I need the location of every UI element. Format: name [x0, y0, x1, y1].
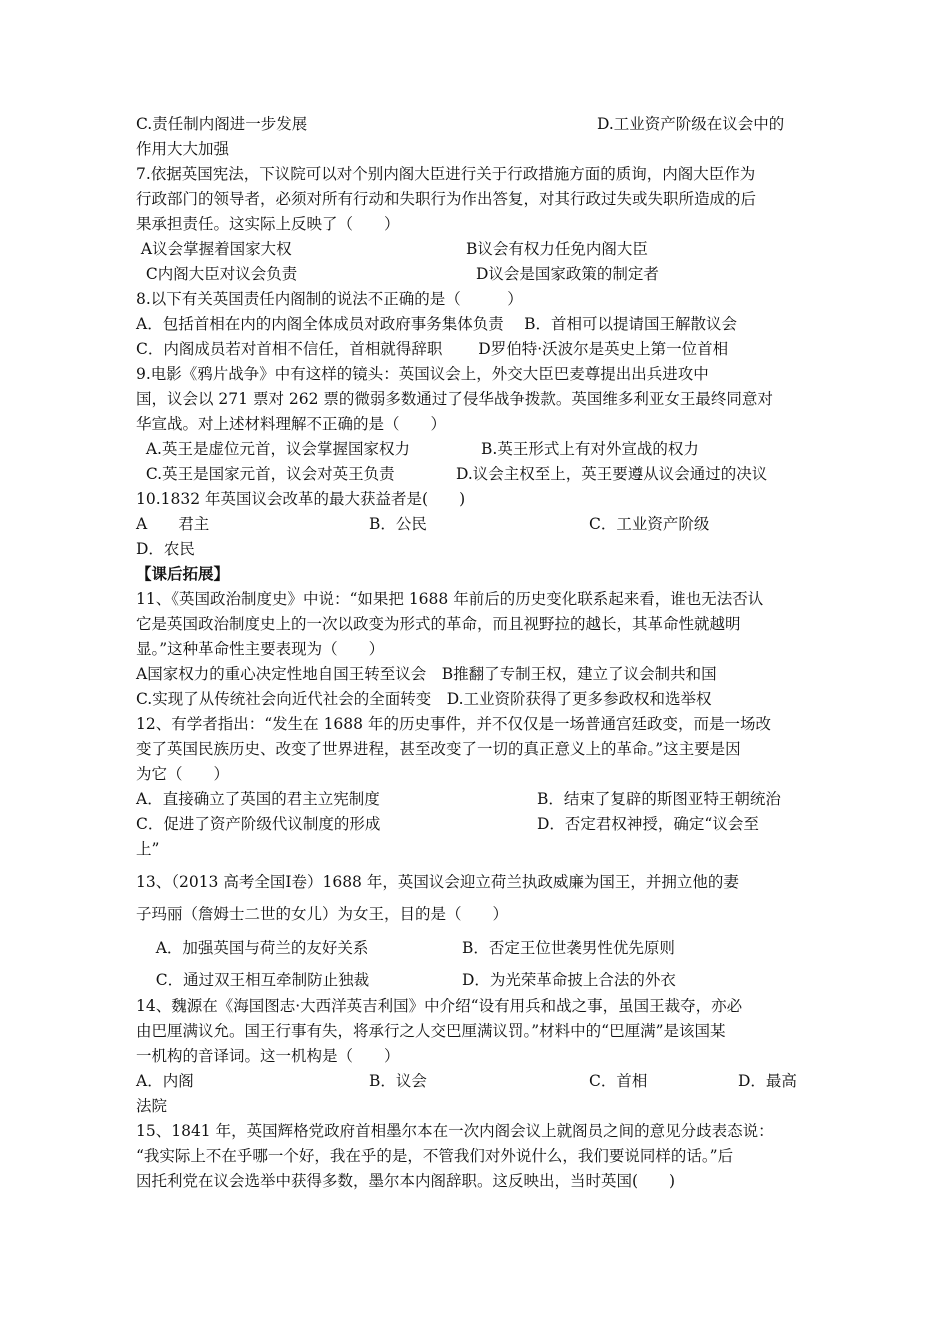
- text-line: 13、（2013 高考全国Ⅰ卷）1688 年，英国议会迎立荷兰执政威廉为国王，并拥立他的妻: [136, 873, 739, 891]
- text-line: 子玛丽（詹姆士二世的女儿）为女王，目的是（ ）: [136, 905, 509, 923]
- option-a: A 君主: [136, 515, 210, 533]
- text-line: 11、《英国政治制度史》中说：“如果把 1688 年前后的历史变化联系起来看，谁也无法否认: [136, 590, 764, 608]
- option-right: B．否定王位世袭男性优先原则: [462, 939, 675, 957]
- text-line: “我实际上不在乎哪一个好，我在乎的是，不管我们对外说什么，我们要说同样的话。”后: [136, 1147, 734, 1165]
- text-line: 行政部门的领导者，必须对所有行动和失职行为作出答复，对其行政过失或失职所造成的后: [136, 190, 757, 208]
- text-line: A．包括首相在内的内阁全体成员对政府事务集体负责 B．首相可以提请国王解散议会: [136, 315, 738, 333]
- option-left: A．直接确立了英国的君主立宪制度: [136, 790, 380, 808]
- text-line: 法院: [136, 1097, 168, 1115]
- text-line: 9.电影《鸦片战争》中有这样的镜头：英国议会上，外交大臣巴麦尊提出出兵进攻中: [136, 365, 709, 383]
- option-a: A．内阁: [136, 1072, 194, 1090]
- option-c: C．工业资产阶级: [589, 515, 710, 533]
- text-line: 14、魏源在《海国图志·大西洋英吉利国》中介绍“设有用兵和战之事，虽国王裁夺，亦必: [136, 997, 743, 1015]
- text-line: A国家权力的重心决定性地自国王转至议会 B推翻了专制王权，建立了议会制共和国: [136, 665, 717, 683]
- option-right: B议会有权力任免内阁大臣: [466, 240, 648, 258]
- text-line: D．农民: [136, 540, 195, 558]
- option-right: D．为光荣革命披上合法的外衣: [462, 971, 676, 989]
- option-left: A.英王是虚位元首，议会掌握国家权力: [136, 440, 410, 458]
- option-right: D．否定君权神授，确定“议会至: [537, 815, 759, 833]
- option-b: B．议会: [369, 1072, 427, 1090]
- text-line: 显。”这种革命性主要表现为（ ）: [136, 640, 385, 658]
- text-line: 8.以下有关英国责任内阁制的说法不正确的是（ ）: [136, 290, 523, 308]
- option-right: D.工业资产阶级在议会中的: [597, 115, 785, 133]
- text-line: 变了英国民族历史、改变了世界进程，甚至改变了一切的真正意义上的革命。”这主要是因: [136, 740, 741, 758]
- text-line: 由巴厘满议允。国王行事有失，将承行之人交巴厘满议罚。”材料中的“巴厘满”是该国某: [136, 1022, 726, 1040]
- text-line: 12、有学者指出：“发生在 1688 年的历史事件，并不仅仅是一场普通宫廷政变，而是一场改: [136, 715, 771, 733]
- text-line: 15、1841 年，英国辉格党政府首相墨尔本在一次内阁会议上就阁员之间的意见分歧表态说：: [136, 1122, 774, 1140]
- text-line: 为它（ ）: [136, 765, 230, 783]
- text-line: 因托利党在议会选举中获得多数，墨尔本内阁辞职。这反映出，当时英国( ): [136, 1172, 676, 1190]
- text-line: 作用大大加强: [136, 140, 230, 158]
- option-right: D.议会主权至上，英王要遵从议会通过的决议: [456, 465, 768, 483]
- option-left: A．加强英国与荷兰的友好关系: [136, 939, 369, 957]
- option-left: C内阁大臣对议会负责: [136, 265, 298, 283]
- text-line: 7.依据英国宪法，下议院可以对个别内阁大臣进行关于行政措施方面的质询，内阁大臣作为: [136, 165, 756, 183]
- option-d: D．最高: [738, 1072, 797, 1090]
- text-line: 一机构的音译词。这一机构是（ ）: [136, 1047, 400, 1065]
- text-line: 上”: [136, 840, 160, 858]
- option-left: C．促进了资产阶级代议制度的形成: [136, 815, 381, 833]
- option-right: B.英王形式上有对外宣战的权力: [481, 440, 699, 458]
- text-line: 【课后拓展】: [136, 564, 230, 583]
- option-c: C．首相: [589, 1072, 648, 1090]
- option-left: C.英王是国家元首，议会对英王负责: [136, 465, 395, 483]
- option-right: D议会是国家政策的制定者: [476, 265, 659, 283]
- text-line: 华宣战。对上述材料理解不正确的是（ ）: [136, 415, 447, 433]
- option-left: C．通过双王相互牵制防止独裁: [136, 971, 370, 989]
- text-line: C.实现了从传统社会向近代社会的全面转变 D.工业资阶获得了更多参政权和选举权: [136, 690, 712, 708]
- text-line: 它是英国政治制度史上的一次以政变为形式的革命，而且视野拉的越长，其革命性就越明: [136, 615, 741, 633]
- text-line: 国，议会以 271 票对 262 票的微弱多数通过了侵华战争拨款。英国维多利亚女王最终同意对: [136, 390, 773, 408]
- option-left: A议会掌握着国家大权: [136, 240, 292, 258]
- option-left: C.责任制内阁进一步发展: [136, 115, 308, 133]
- option-b: B．公民: [369, 515, 427, 533]
- text-line: C．内阁成员若对首相不信任，首相就得辞职 D罗伯特·沃波尔是英史上第一位首相: [136, 340, 729, 358]
- text-line: 10.1832 年英国议会改革的最大获益者是( ): [136, 490, 466, 508]
- text-line: 果承担责任。这实际上反映了（ ）: [136, 215, 400, 233]
- option-right: B．结束了复辟的斯图亚特王朝统治: [537, 790, 781, 808]
